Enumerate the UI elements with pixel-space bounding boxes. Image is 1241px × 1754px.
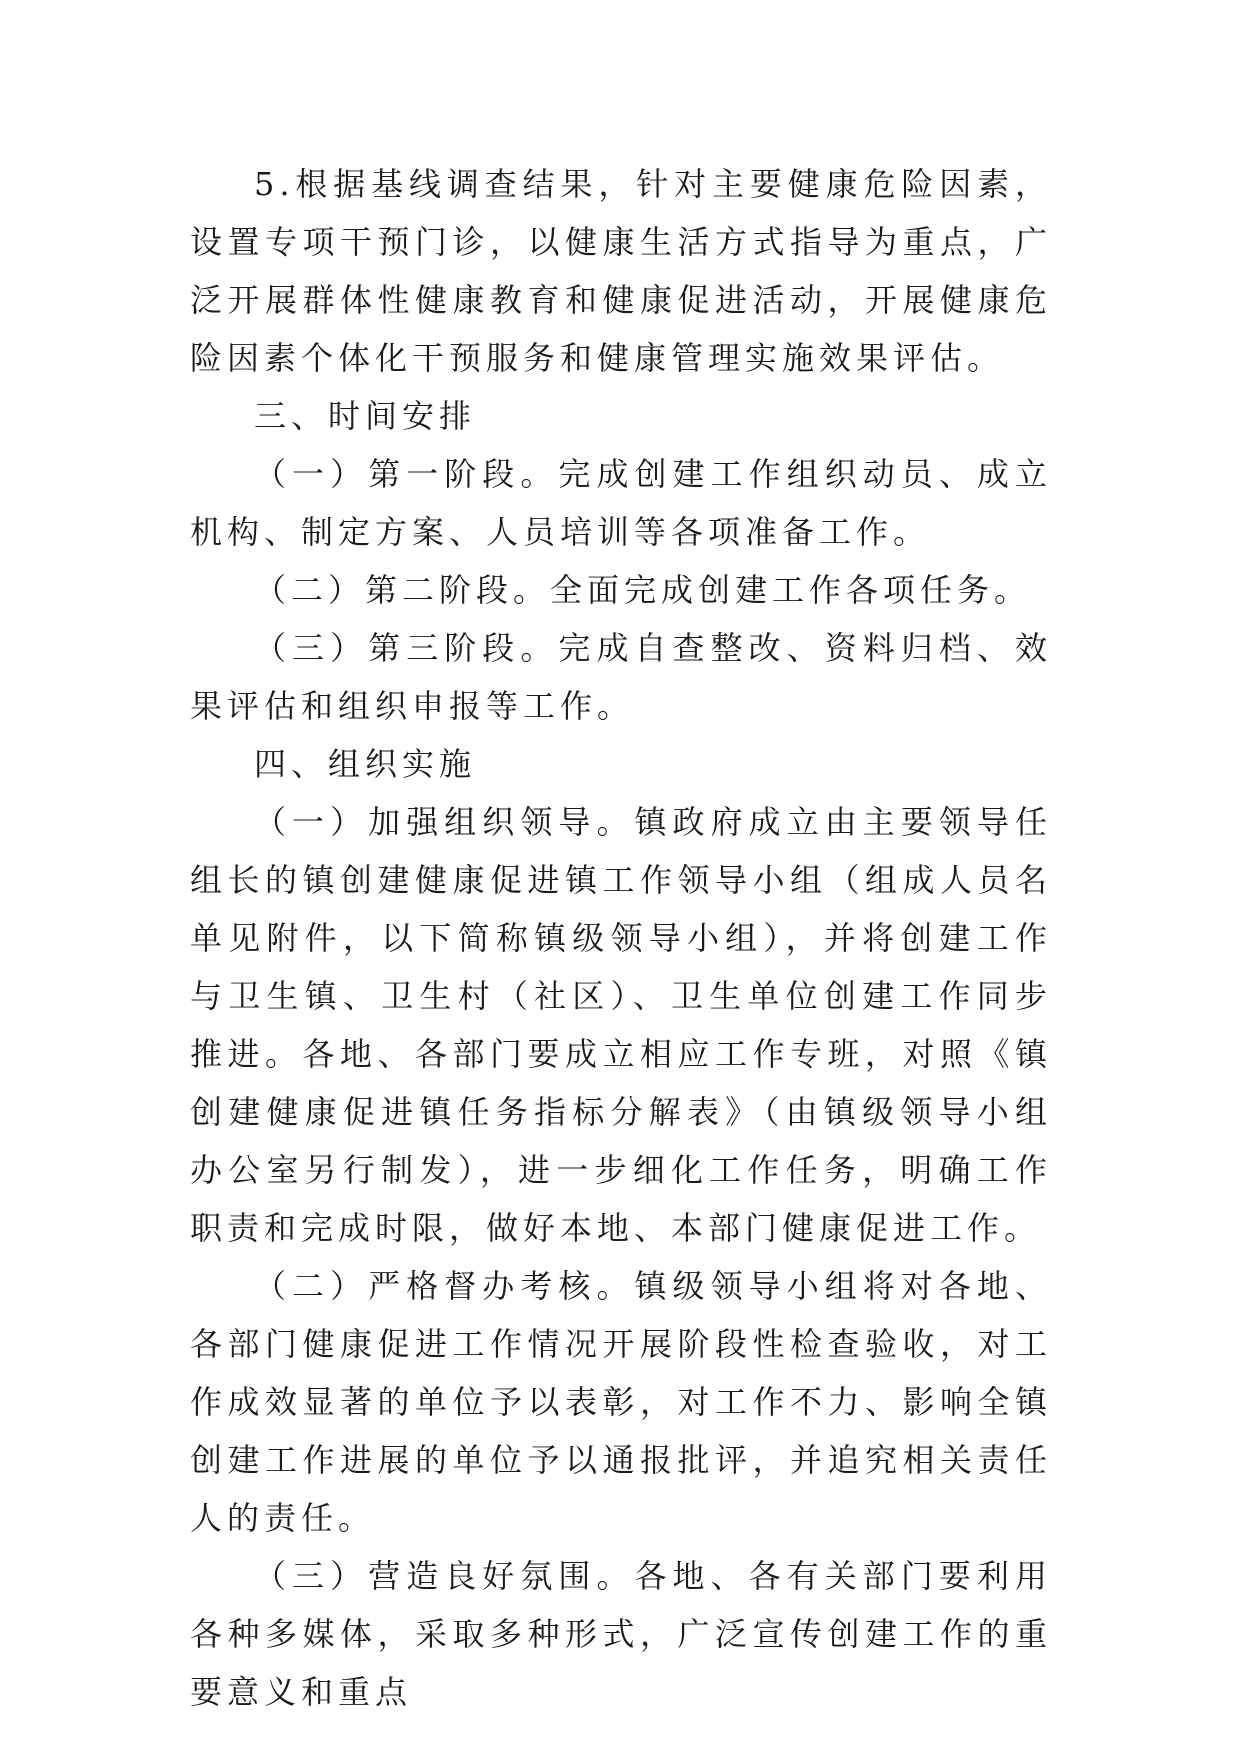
- document-body: [190, 155, 1052, 1721]
- paragraph-supervision: （二）严格督办考核。镇级领导小组将对各地、各部门健康促进工作情况开展阶段性检查验收，对工作成效显著的单位予以表彰，对工作不力、影响全镇创建工作进展的单位予以通报批评，并追究相关责任人的责任。: [190, 1267, 1052, 1537]
- paragraph-baseline-survey: 5.根据基线调查结果，针对主要健康危险因素，设置专项干预门诊，以健康生活方式指导为重点，广泛开展群体性健康教育和健康促进活动，开展健康危险因素个体化干预服务和健康管理实施效果评估。: [190, 165, 1052, 377]
- section-heading-implementation: 四、组织实施: [254, 745, 477, 783]
- paragraph-leadership: （一）加强组织领导。镇政府成立由主要领导任组长的镇创建健康促进镇工作领导小组（组成人员名单见附件，以下简称镇级领导小组），并将创建工作与卫生镇、卫生村（社区）、卫生单位创建工作同步推进。各地、各部门要成立相应工作专班，对照《镇创建健康促进镇任务指标分解表》（由镇级领导小组办公室另行制发），进一步细化工作任务，明确工作职责和完成时限，做好本地、本部门健康促进工作。: [190, 803, 1052, 1247]
- paragraph-stage-one: （一）第一阶段。完成创建工作组织动员、成立机构、制定方案、人员培训等各项准备工作。: [190, 455, 1052, 551]
- paragraph-stage-three: （三）第三阶段。完成自查整改、资料归档、效果评估和组织申报等工作。: [190, 629, 1052, 725]
- paragraph-atmosphere: （三）营造良好氛围。各地、各有关部门要利用各种多媒体，采取多种形式，广泛宣传创建工作的重要意义和重点: [190, 1557, 1052, 1711]
- section-heading-schedule: 三、时间安排: [254, 397, 477, 435]
- paragraph-stage-two: （二）第二阶段。全面完成创建工作各项任务。: [254, 571, 1032, 609]
